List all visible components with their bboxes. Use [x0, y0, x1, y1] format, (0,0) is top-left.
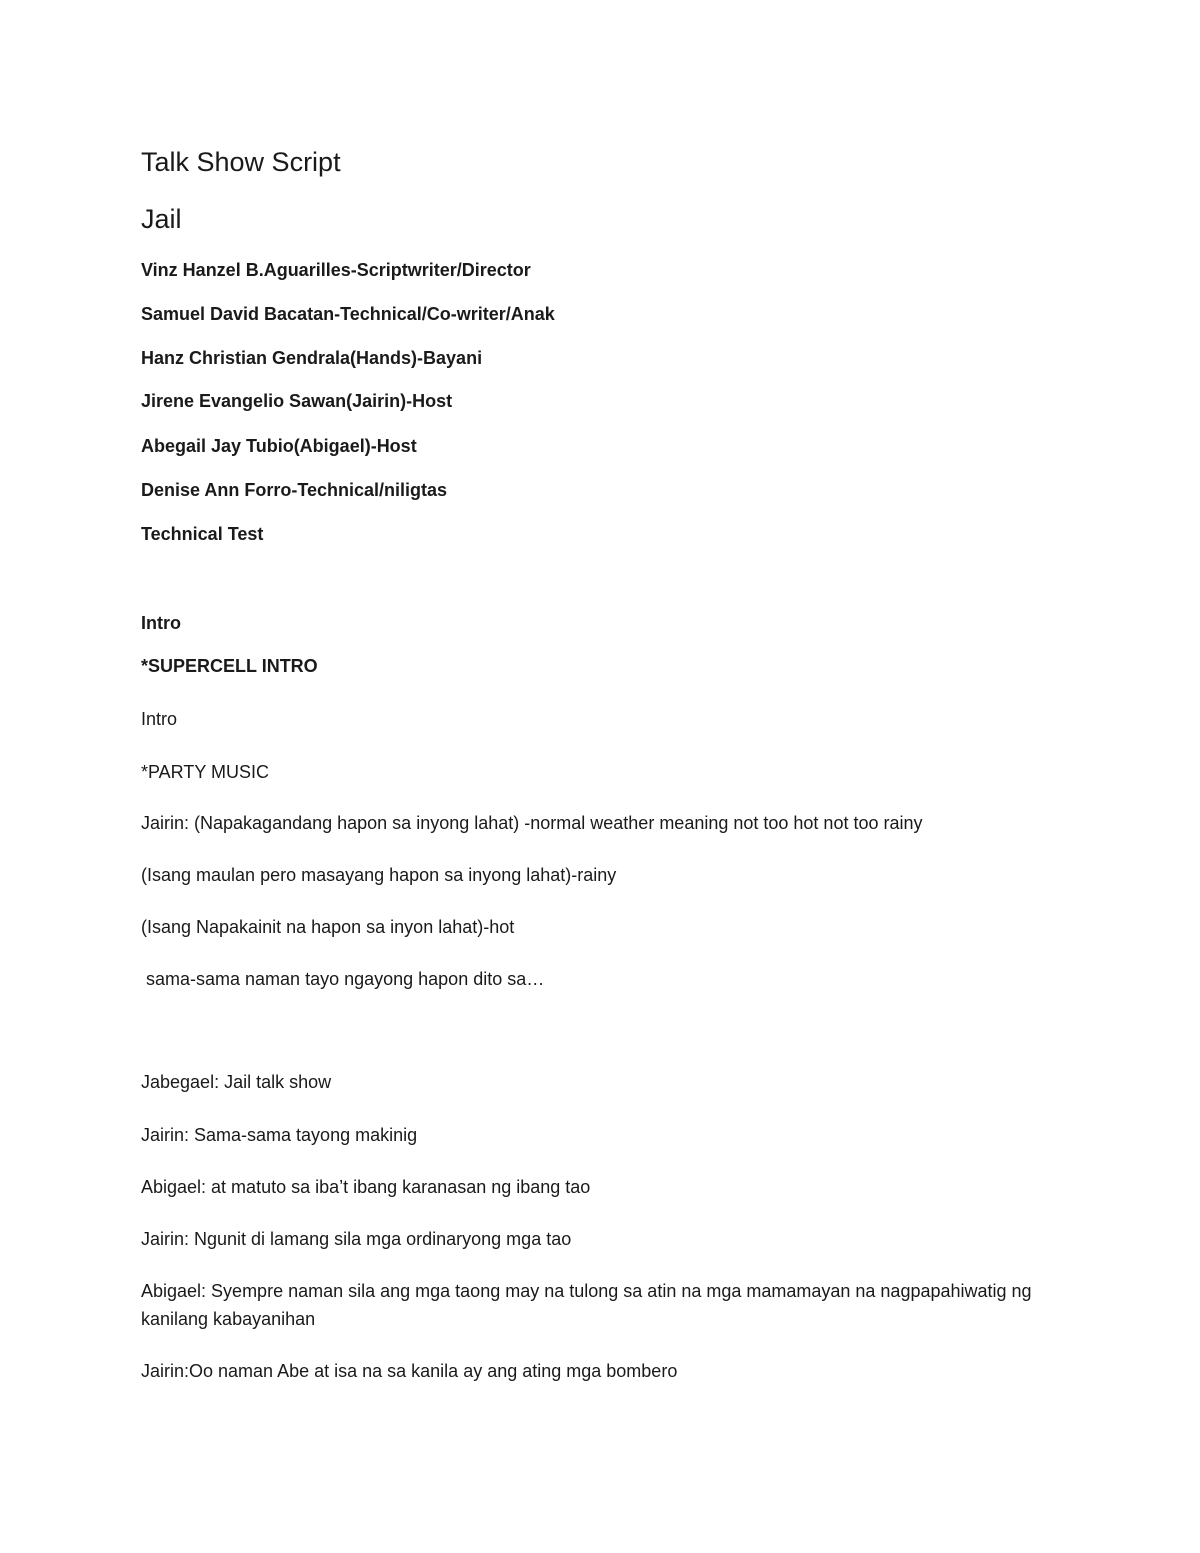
intro-label: Intro: [141, 709, 178, 729]
document-title: Talk Show Script: [141, 147, 341, 177]
credit-line: Vinz Hanzel B.Aguarilles-Scriptwriter/Director: [141, 260, 531, 280]
credit-line: Jirene Evangelio Sawan(Jairin)-Host: [141, 391, 453, 411]
credit-line: Samuel David Bacatan-Technical/Co-writer/Anak: [141, 304, 555, 324]
document-subtitle: Jail: [141, 204, 182, 234]
script-line: sama-sama naman tayo ngayong hapon dito sa…: [141, 969, 545, 989]
script-line: Jairin: Ngunit di lamang sila mga ordinaryong mga tao: [141, 1229, 572, 1249]
script-line: Abigael: Syempre naman sila ang mga taong may na tulong sa atin na mga mamamayan na nagpapahiwatig ng kanilang kabayanihan: [141, 1281, 1032, 1329]
credit-line: Technical Test: [141, 524, 264, 544]
credit-line: Denise Ann Forro-Technical/niligtas: [141, 480, 448, 500]
script-line: Jairin: Sama-sama tayong makinig: [141, 1125, 418, 1145]
script-line: Jairin:Oo naman Abe at isa na sa kanila ay ang ating mga bombero: [141, 1361, 678, 1381]
script-line: Jabegael: Jail talk show: [141, 1072, 332, 1092]
script-line: (Isang maulan pero masayang hapon sa inyong lahat)-rainy: [141, 865, 617, 885]
credit-line: Hanz Christian Gendrala(Hands)-Bayani: [141, 348, 483, 368]
script-line: (Isang Napakainit na hapon sa inyon lahat)-hot: [141, 917, 515, 937]
cue-supercell: *SUPERCELL INTRO: [141, 656, 318, 676]
script-line: Jairin: (Napakagandang hapon sa inyong lahat) -normal weather meaning not too hot not too rainy: [141, 813, 923, 833]
cue-party-music: *PARTY MUSIC: [141, 762, 270, 782]
credit-line: Abegail Jay Tubio(Abigael)-Host: [141, 436, 417, 456]
section-heading: Intro: [141, 613, 181, 633]
script-line: Abigael: at matuto sa iba’t ibang karanasan ng ibang tao: [141, 1177, 591, 1197]
